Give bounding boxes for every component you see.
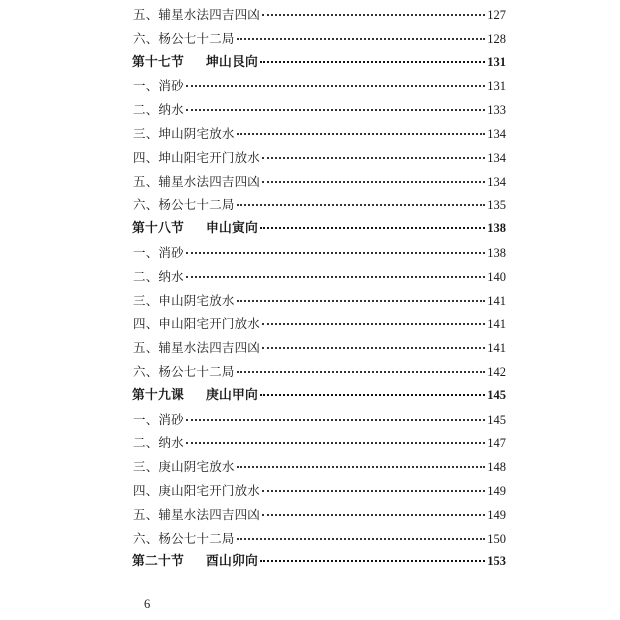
toc-page-number: 140: [487, 269, 506, 284]
toc-section-heading: [132, 51, 506, 75]
toc-page-number: 145: [487, 387, 506, 402]
toc-entry-label: 四、坤山阳宅开门放水: [133, 149, 261, 165]
toc-page-number: 141: [487, 317, 506, 332]
toc-section-title: 庚山甲向: [206, 387, 258, 403]
dot-leader: [260, 61, 485, 63]
dot-leader: [262, 157, 485, 159]
toc-entry: [132, 289, 506, 313]
dot-leader: [186, 252, 485, 254]
dot-leader: [260, 227, 485, 229]
toc-section-heading: [132, 217, 506, 241]
toc-page-number: 149: [487, 483, 506, 498]
toc-entry: [132, 503, 506, 527]
dot-leader: [186, 85, 485, 87]
toc-page-number: 133: [487, 103, 506, 118]
dot-leader: [186, 109, 485, 111]
toc-entry-label: 五、辅星水法四吉四凶: [133, 173, 261, 189]
toc-entry: [132, 431, 506, 455]
toc-page-number: 141: [487, 293, 506, 308]
dot-leader: [237, 38, 486, 40]
toc-page-number: 134: [487, 174, 506, 189]
toc-section-number: 第十七节: [132, 54, 184, 70]
dot-leader: [260, 560, 485, 562]
toc-entry: [132, 122, 506, 146]
toc-entry: [132, 146, 506, 170]
toc-page-number: 134: [487, 150, 506, 165]
toc-entry-label: 五、辅星水法四吉四凶: [133, 506, 261, 522]
table-of-contents: [132, 3, 506, 574]
toc-section-heading: [132, 384, 506, 408]
toc-entry: [132, 193, 506, 217]
toc-entry: [132, 455, 506, 479]
dot-leader: [260, 394, 485, 396]
toc-page-number: 128: [487, 31, 506, 46]
toc-entry-label: 六、杨公七十二局: [133, 197, 235, 213]
toc-entry-label: 五、辅星水法四吉四凶: [133, 340, 261, 356]
toc-entry: [132, 527, 506, 551]
toc-section-heading: [132, 550, 506, 574]
toc-entry-label: 三、申山阴宅放水: [133, 292, 235, 308]
toc-entry-label: 四、申山阳宅开门放水: [133, 316, 261, 332]
toc-entry: [132, 74, 506, 98]
toc-entry: [132, 312, 506, 336]
toc-entry: [132, 408, 506, 432]
toc-entry-label: 四、庚山阳宅开门放水: [133, 482, 261, 498]
toc-page-number: 135: [487, 198, 506, 213]
dot-leader: [262, 181, 485, 183]
toc-page-number: 131: [487, 79, 506, 94]
toc-entry: [132, 479, 506, 503]
dot-leader: [186, 419, 485, 421]
toc-entry-label: 五、辅星水法四吉四凶: [133, 7, 261, 22]
toc-entry-label: 三、坤山阴宅放水: [133, 125, 235, 141]
dot-leader: [237, 300, 486, 302]
toc-section-title: 酉山卯向: [206, 554, 258, 570]
toc-entry: [132, 360, 506, 384]
dot-leader: [262, 323, 485, 325]
toc-entry-label: 六、杨公七十二局: [133, 30, 235, 46]
toc-entry: [132, 3, 506, 27]
toc-heading-label: [132, 384, 258, 408]
toc-section-number: 第十八节: [132, 221, 184, 237]
toc-section-number: 第二十节: [132, 554, 184, 570]
toc-page-number: 148: [487, 460, 506, 475]
toc-page-number: 147: [487, 436, 506, 451]
toc-entry: [132, 265, 506, 289]
toc-heading-label: [132, 51, 258, 75]
toc-entry-label: 一、消砂: [133, 78, 184, 94]
toc-section-number: 第十九课: [132, 387, 184, 403]
toc-entry: [132, 170, 506, 194]
toc-section-title: 申山寅向: [206, 221, 258, 237]
toc-heading-label: [132, 217, 258, 241]
toc-page-number: 131: [487, 54, 506, 69]
dot-leader: [262, 14, 485, 16]
toc-entry-label: 二、纳水: [133, 435, 184, 451]
toc-heading-label: [132, 550, 258, 574]
dot-leader: [237, 466, 486, 468]
toc-page-number: 138: [487, 245, 506, 260]
dot-leader: [237, 371, 486, 373]
toc-section-title: 坤山艮向: [206, 54, 258, 70]
toc-page-number: 153: [487, 554, 506, 569]
toc-entry-label: 二、纳水: [133, 268, 184, 284]
toc-entry-label: 一、消砂: [133, 411, 184, 427]
toc-page-number: 150: [487, 531, 506, 546]
toc-page-number: 134: [487, 126, 506, 141]
dot-leader: [186, 276, 485, 278]
toc-page-number: 149: [487, 507, 506, 522]
toc-page-number: 141: [487, 341, 506, 356]
dot-leader: [186, 442, 485, 444]
toc-page-number: 138: [487, 221, 506, 236]
toc-entry: [132, 241, 506, 265]
dot-leader: [237, 204, 486, 206]
dot-leader: [262, 490, 485, 492]
toc-entry-label: 二、纳水: [133, 102, 184, 118]
toc-entry-label: 三、庚山阴宅放水: [133, 459, 235, 475]
dot-leader: [262, 347, 485, 349]
dot-leader: [237, 538, 486, 540]
dot-leader: [237, 133, 486, 135]
toc-page-number: 127: [487, 8, 506, 22]
toc-entry-label: 六、杨公七十二局: [133, 363, 235, 379]
toc-page-number: 142: [487, 364, 506, 379]
toc-entry: [132, 98, 506, 122]
toc-entry-label: 一、消砂: [133, 244, 184, 260]
toc-entry: [132, 336, 506, 360]
toc-entry-label: 六、杨公七十二局: [133, 530, 235, 546]
page-number: 6: [144, 597, 151, 611]
dot-leader: [262, 514, 485, 516]
toc-page-number: 145: [487, 412, 506, 427]
toc-entry: [132, 27, 506, 51]
